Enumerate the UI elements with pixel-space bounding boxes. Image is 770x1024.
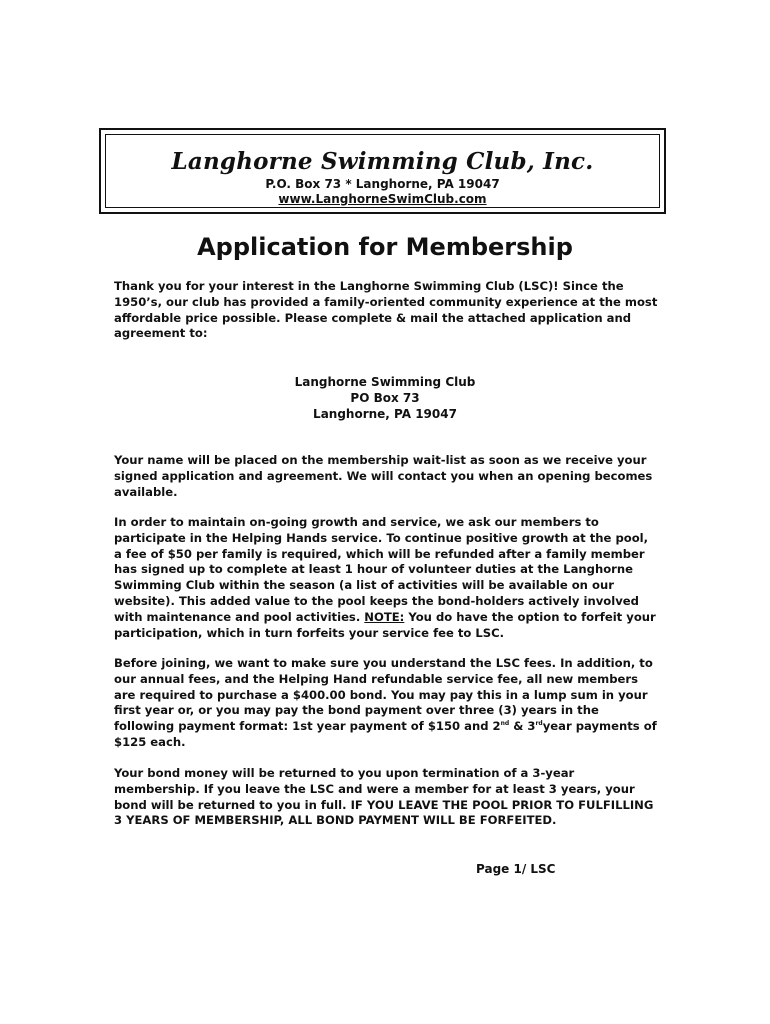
mailing-line-3: Langhorne, PA 19047 xyxy=(313,407,457,421)
mailing-line-2: PO Box 73 xyxy=(350,391,420,405)
bond-paragraph: Your bond money will be returned to you upon termination of a 3-year membership. If you leave the LSC and were a member for at least 3 years, your bond will be returned to you in full. IF YOU LEAVE THE POOL PRIOR TO FULFILLING 3 YEARS OF MEMBERSHIP, ALL BOND PAYMENT WILL BE FORFEITED. xyxy=(114,766,654,828)
intro-paragraph: Thank you for your interest in the Langhorne Swimming Club (LSC)! Since the 1950’s, our club has provided a family-oriented community experience at the most affordable price possible. Please complete & mail the attached application and agreement to: xyxy=(114,279,658,341)
helping-hands-text: In order to maintain on-going growth and service, we ask our members to participate in the Helping Hands service. To continue positive growth at the pool, a fee of $50 per family is required, which will be refunded after a family member has signed up to complete at least 1 hour of volunteer duties at the Langhorne Swimming Club within the season (a list of activities will be available on our website). This added value to the pool keeps the bond-holders actively involved with maintenance and pool activities. xyxy=(114,515,649,624)
letterhead-box xyxy=(99,128,666,214)
fees-end: year payments of $125 each. xyxy=(114,719,657,749)
fees-text: Before joining, we want to make sure you understand the LSC fees. In addition, to our annual fees, and the Helping Hand refundable service fee, all new members are required to purchase a $400.00 bond. You may pay this in a lump sum in your first year or, or you may pay the bond payment over three (3) years in the following payment format: 1st year payment of $150 and 2 xyxy=(114,656,653,734)
club-name: Langhorne Swimming Club, Inc. xyxy=(171,148,594,175)
mailing-address xyxy=(0,374,770,422)
note-text: You do have the option to forfeit your participation, which in turn forfeits your service fee to LSC. xyxy=(114,609,656,640)
fees-sup-nd: nd xyxy=(500,720,510,728)
helping-hands-paragraph xyxy=(114,515,659,641)
fees-mid: & 3 xyxy=(509,719,536,734)
page-number: Page 1/ LSC xyxy=(476,862,556,876)
club-address: P.O. Box 73 * Langhorne, PA 19047 xyxy=(265,177,500,191)
note-label: NOTE: xyxy=(364,609,405,624)
waitlist-paragraph: Your name will be placed on the membership wait-list as soon as we receive your signed application and agreement. We will contact you when an opening becomes available. xyxy=(114,453,653,499)
letterhead-inner xyxy=(105,134,660,208)
page-title: Application for Membership xyxy=(197,233,573,261)
club-website-link[interactable]: www.LanghorneSwimClub.com xyxy=(278,192,487,206)
fees-paragraph xyxy=(114,656,659,751)
fees-sup-rd: rd xyxy=(535,720,543,728)
mailing-line-1: Langhorne Swimming Club xyxy=(294,375,476,389)
